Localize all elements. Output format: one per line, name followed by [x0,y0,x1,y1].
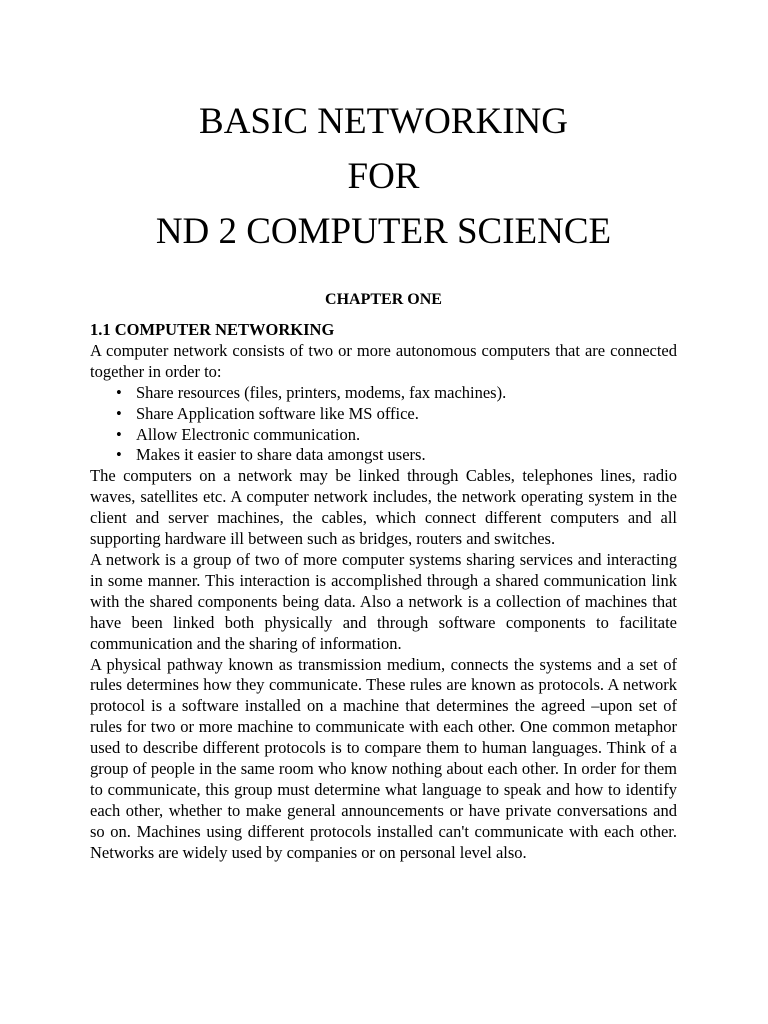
bullet-icon: • [116,382,122,402]
bullet-list [90,383,677,467]
list-item [90,383,677,404]
bullet-icon: • [116,403,122,423]
list-item-text: Share resources (files, printers, modems, fax machines). [136,382,507,402]
document-title [90,94,677,259]
paragraph-protocols: A physical pathway known as transmission medium, connects the systems and a set of rules determines how they communicate. These rules are known as protocols. A network protocol is a software installed on a machine that determines the agreed –upon set of rules for two or more machine to communicate with each other. One common metaphor used to describe different protocols is to compare them to human languages. Think of a group of people in the same room who know nothing about each other. In order for them to communicate, this group must determine what language to speak and how to identify each other, whether to make general announcements or have private conversations and so on. Machines using different protocols installed can't communicate with each other. Networks are widely used by companies or on personal level also. [90,654,677,862]
paragraph-network-definition: A network is a group of two of more computer systems sharing services and interacting in some manner. This interaction is accomplished through a shared communication link with the shared components being data. Also a network is a collection of machines that have been linked both physically and through software components to facilitate communication and the sharing of information. [90,549,677,653]
paragraph-network-links: The computers on a network may be linked through Cables, telephones lines, radio waves, satellites etc. A computer network includes, the network operating system in the client and server machines, the cables, which connect different computers and all supporting hardware ill between such as bridges, routers and switches. [90,466,677,549]
list-item [90,445,677,466]
section-heading: 1.1 COMPUTER NETWORKING [90,320,335,339]
title-line-3: ND 2 COMPUTER SCIENCE [155,211,612,252]
list-item-text: Share Application software like MS office. [136,403,419,423]
bullet-icon: • [116,445,122,465]
list-item-text: Allow Electronic communication. [136,424,361,444]
chapter-heading: CHAPTER ONE [325,291,442,308]
list-item-text: Makes it easier to share data amongst users. [136,445,426,465]
bullet-icon: • [116,424,122,444]
list-item [90,404,677,425]
intro-paragraph: A computer network consists of two or more autonomous computers that are connected together in order to: [90,340,677,381]
title-line-2: FOR [347,156,420,197]
list-item [90,425,677,446]
title-line-1: BASIC NETWORKING [199,101,568,142]
section-body [90,320,677,864]
